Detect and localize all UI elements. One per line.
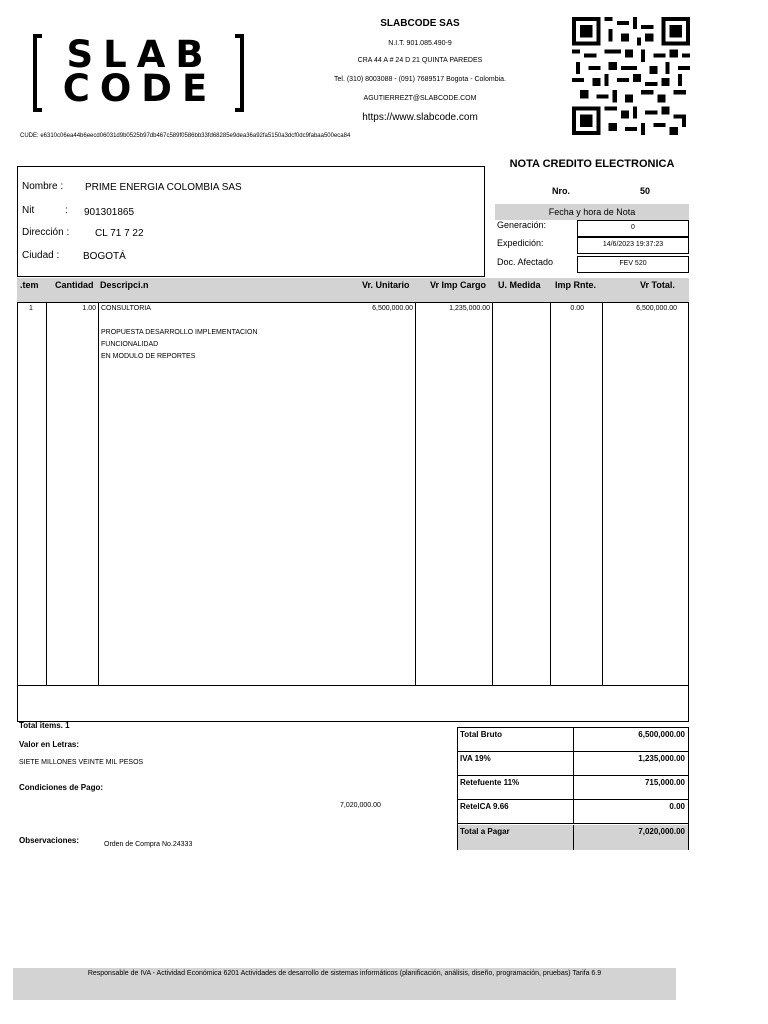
nit-label: Nit: [22, 205, 35, 216]
total-bruto-label: Total Bruto: [460, 730, 503, 739]
company-phone: Tel. (310) 8003088 - (091) 7689517 Bogota - Colombia.: [334, 76, 506, 83]
row-cantidad: 1.00: [82, 305, 96, 312]
column-divider: [492, 302, 493, 686]
logo-bracket-right: [235, 34, 244, 112]
total-items: Total items. 1: [19, 721, 70, 730]
nro-label: Nro.: [552, 186, 570, 196]
items-table-footer: [17, 686, 689, 722]
company-website[interactable]: https://www.slabcode.com: [362, 112, 478, 123]
totals-row-iva: [458, 752, 688, 776]
cude-code: CUDE: e6310c06ea44b6eecd06031d9b0525b97db467c589f0586bb33fd68285e9dea36a92fa5150a3dcf0dc9fabaa500eca84: [20, 133, 351, 139]
row-vr-imp-cargo: 1,235,000.00: [449, 305, 490, 312]
customer-address: CL 71 7 22: [95, 228, 144, 239]
totals-row-total-pagar: [458, 825, 688, 850]
row-vr-total: 6,500,000.00: [636, 305, 677, 312]
header-item: .tem: [20, 280, 39, 290]
retefuente-label: Retefuente 11%: [460, 778, 520, 787]
nit-separator: :: [65, 205, 68, 216]
column-divider: [602, 302, 603, 686]
column-divider: [550, 302, 551, 686]
generacion-label: Generación:: [497, 220, 547, 230]
expedicion-label: Expedición:: [497, 238, 544, 248]
total-pagar-label: Total a Pagar: [460, 827, 510, 836]
header-descripcion: Descripci.n: [100, 280, 149, 290]
header-cantidad: Cantidad: [55, 280, 94, 290]
total-bruto-value: 6,500,000.00: [638, 730, 685, 739]
condiciones-pago-label: Condiciones de Pago:: [19, 783, 104, 792]
condiciones-amount: 7,020,000.00: [340, 802, 381, 809]
column-divider: [98, 302, 99, 686]
valor-letras-label: Valor en Letras:: [19, 740, 80, 749]
total-pagar-value: 7,020,000.00: [638, 827, 685, 836]
iva-label: IVA 19%: [460, 754, 491, 763]
reteica-label: RetelCA 9.66: [460, 802, 509, 811]
fecha-header: Fecha y hora de Nota: [495, 204, 689, 220]
company-nit: N.I.T. 901.085.490-9: [388, 40, 452, 47]
nombre-label: Nombre :: [22, 181, 64, 192]
reteica-value: 0.00: [669, 802, 685, 811]
company-name: SLABCODE SAS: [380, 18, 460, 29]
totals-row-reteica: [458, 800, 688, 824]
expedicion-value: 14/6/2023 19:37:23: [577, 237, 689, 254]
nro-value: 50: [640, 186, 651, 196]
company-email: AGUTIERREZT@SLABCODE.COM: [363, 95, 477, 102]
observaciones-value: Orden de Compra No.24333: [104, 841, 193, 848]
qr-code-icon: [572, 16, 690, 136]
logo-text-line2: CODE: [62, 67, 218, 110]
description-line: PROPUESTA DESARROLLO IMPLEMENTACION: [101, 329, 258, 336]
column-divider: [46, 302, 47, 686]
header-vr-unitario: Vr. Unitario: [362, 280, 410, 290]
doc-afectado-value: FEV 520: [577, 256, 689, 273]
row-imp-rnte: 0.00: [570, 305, 584, 312]
totals-row-bruto: [458, 728, 688, 752]
row-vr-unitario: 6,500,000.00: [372, 305, 413, 312]
doc-afectado-label: Doc. Afectado: [497, 257, 554, 267]
ciudad-label: Ciudad :: [22, 250, 60, 261]
document-title: NOTA CREDITO ELECTRONICA: [509, 158, 675, 170]
description-line: EN MODULO DE REPORTES: [101, 353, 196, 360]
totals-row-retefuente: [458, 776, 688, 800]
logo-bracket-left: [33, 34, 42, 112]
totals-box: [457, 727, 689, 850]
row-descripcion: CONSULTORIA: [101, 305, 151, 312]
footer-tax-info: Responsable de IVA - Actividad Económica 6201 Actividades de desarrollo de sistemas informáticos (planificación, análisis, diseño, programación, pruebas) Tarifa 6.9: [13, 968, 676, 1000]
header-vr-imp-cargo: Vr Imp Cargo: [430, 280, 487, 290]
header-u-medida: U. Medida: [498, 280, 541, 290]
header-imp-rnte: Imp Rnte.: [555, 280, 597, 290]
column-divider: [415, 302, 416, 686]
customer-box: [17, 166, 485, 277]
customer-name: PRIME ENERGIA COLOMBIA SAS: [85, 182, 242, 193]
header-vr-total: Vr Total.: [640, 280, 675, 290]
description-line: FUNCIONALIDAD: [101, 341, 159, 348]
generacion-value: 0: [577, 220, 689, 237]
logo-text-line1: SLAB: [66, 33, 214, 76]
retefuente-value: 715,000.00: [644, 778, 685, 787]
row-item: 1: [29, 305, 33, 312]
iva-value: 1,235,000.00: [638, 754, 685, 763]
observaciones-label: Observaciones:: [19, 836, 80, 845]
valor-letras: SIETE MILLONES VEINTE MIL PESOS: [19, 759, 144, 766]
company-logo: [33, 34, 244, 112]
direccion-label: Dirección :: [22, 227, 70, 238]
customer-nit: 901301865: [84, 207, 135, 218]
customer-city: BOGOTÁ: [83, 251, 126, 262]
company-address: CRA 44 A # 24 D 21 QUINTA PAREDES: [357, 57, 483, 64]
